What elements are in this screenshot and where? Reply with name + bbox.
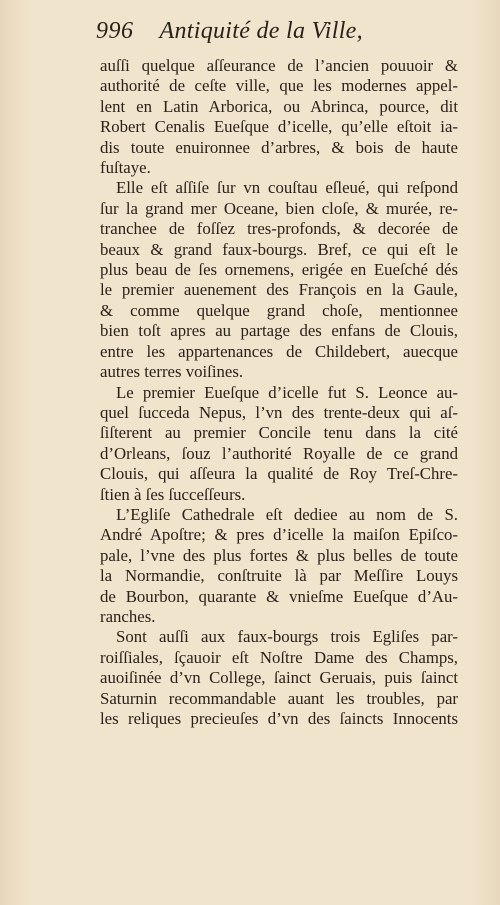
text-line: quel ſucceda Nepus, l’vn des trente-deux qui aſ-: [100, 402, 458, 422]
text-line: beaux & grand faux-bourgs. Bref, ce qui eſt le: [100, 239, 458, 259]
text-line: ranches.: [100, 606, 156, 626]
text-line: Saturnin recommandable auant les troubles, par: [100, 688, 458, 708]
text-line: ſiſterent au premier Concile tenu dans la cité: [100, 423, 458, 443]
text-line: pale, l’vne des plus fortes & plus belles de toute: [100, 545, 458, 565]
text-line: Elle eſt aſſiſe ſur vn couſtau eſleué, qui reſpond: [116, 178, 458, 198]
text-line: ſur la grand mer Oceane, bien cloſe, & murée, re-: [100, 198, 458, 218]
text-line: dis toute enuironnee d’arbres, & bois de haute: [100, 137, 458, 157]
text-line: auſſi quelque aſſeurance de l’ancien pouuoir &: [100, 56, 458, 75]
text-line: Sont auſſi aux faux-bourgs trois Egliſes par-: [116, 627, 458, 647]
running-title: Antiquité de la Ville,: [159, 18, 363, 44]
text-line: fuſtaye.: [100, 158, 151, 178]
text-line: d’Orleans, ſouz l’authorité Royalle de ce grand: [100, 443, 458, 463]
text-line: & comme quelque grand choſe, mentionnee: [100, 300, 458, 320]
page-number: 996: [96, 18, 134, 44]
text-line: Le premier Eueſque d’icelle fut S. Leonce au-: [116, 382, 458, 402]
text-line: entre les appartenances de Childebert, auecque: [100, 341, 458, 361]
text-line: roiſſiales, ſçauoir eſt Noſtre Dame des Champs,: [100, 647, 458, 667]
text-line: le premier auenement des François en la Gaule,: [100, 280, 458, 300]
text-line: ſtien à ſes ſucceſſeurs.: [100, 484, 246, 504]
text-line: bien toſt apres au partage des enfans de Clouis,: [100, 321, 458, 341]
body-text: [100, 56, 458, 729]
text-line: les reliques precieuſes d’vn des ſaincts Innocents: [100, 709, 458, 728]
text-line: lent en Latin Arborica, ou Abrinca, pource, dit: [100, 96, 458, 116]
running-head: [96, 18, 456, 50]
text-line: autres terres voiſines.: [100, 362, 244, 382]
text-line: Clouis, qui aſſeura la qualité de Roy Treſ-Chre-: [100, 464, 458, 484]
text-line: L’Egliſe Cathedrale eſt dediee au nom de S.: [116, 504, 458, 524]
text-line: auoiſinée d’vn College, ſainct Geruais, puis ſainct: [100, 668, 458, 688]
text-line: la Normandie, conſtruite là par Meſſire Louys: [100, 566, 458, 586]
text-line: authorité de ceſte ville, que les modernes appel-: [100, 76, 458, 96]
text-line: Robert Cenalis Eueſque d’icelle, qu’elle eſtoit ia-: [100, 117, 458, 137]
text-line: de Bourbon, quarante & vnieſme Eueſque d’Au-: [100, 586, 458, 606]
text-line: plus beau de ſes ornemens, erigée en Eueſché dés: [100, 260, 458, 280]
text-line: André Apoſtre; & pres d’icelle la maiſon Epiſco-: [100, 525, 458, 545]
text-line: tranchee de foſſez tres-profonds, & decorée de: [100, 219, 458, 239]
